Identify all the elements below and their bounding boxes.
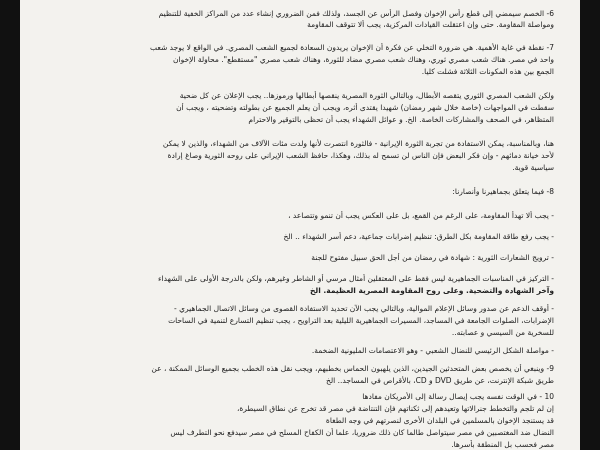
- list-item: للسخرية من السيسي و عصابته..: [451, 328, 554, 337]
- paragraph-line: الجمع بين هذه المكونات الثلاثة فشلت كليا.: [421, 67, 554, 76]
- list-item: - التركيز في المناسبات الجماهيرية ليس فقط على المعتقلين أمثال مرسي أو الشاطر وغيرهم، ولكن بالدرجة الأولى على الشهداء: [158, 274, 554, 283]
- paragraph-line: النضال ضد المغتصبين في مصر سيتواصل طالما كان ذلك ضروريا، علما أن الكفاح المسلح في مصر سيدفع نحو التطرف ليس: [170, 428, 554, 437]
- paragraph-line: لأحد خيانة دمائهم - وإن فكر البعض فإن الناس لن تسمح له بذلك، وهكذا، حافظ الشعب الإيراني على روحه الثورية وصاغ إرادة: [167, 151, 554, 160]
- paragraph-line: سياسية قوية.: [512, 163, 554, 172]
- paragraph-line: 10 - في الوقت نفسه يجب إيصال رسالة إلى الأمريكان مفادها: [362, 392, 554, 401]
- paragraph-line: طريق شبكة الإنترنت، عن طريق DVD و CD، بالأقراص في المساجد.. الخ: [326, 376, 554, 385]
- paragraph-line: 6- الخصم سيمضي إلى قطع رأس الإخوان وفصل الرأس عن الجسد، ولذلك فمن الضروري إنشاء عدد من المراكز الخفية للتنظيم: [158, 9, 554, 18]
- paragraph-line: ولكن الشعب المصري الثوري يتقصه الأبطال، وبالتالي الثورة المصرية ينقصها أبطالها ورموزها.. يجب الإعلان عن كل ضحية: [179, 91, 554, 100]
- paragraph-line: إن لم تلجم والتخطط جنرالاتها وتعيدهم إلى ثكناتهم فإن التنتاضة في مصر قد تخرج عن نطاق السيطرة،: [236, 404, 554, 413]
- scan-border-right: [580, 0, 600, 450]
- paragraph-line: سقطت في المواجهات (خاصة خلال شهر رمضان) شهيدا يقتدى أثره، ويجب أن يعلم الجميع عن بطولته وتضحيته ، ويجب أن: [176, 103, 554, 112]
- list-item: - يجب ألا تهدأ المقاومة، على الرغم من القمع، بل على العكس يجب أن تنمو وتتصاعد ،: [288, 211, 554, 220]
- paragraph-line: المتظاهر، في الصحف والمشاركات الخاصة. الخ. و عوائل الشهداء يجب أن تحظى بالتوقير والاحترام: [248, 115, 554, 124]
- list-item: - يجب رفع طاقة المقاومة بكل الطرق: تنظيم إضرابات جماعية، دعم أسر الشهداء .. الخ: [283, 232, 554, 241]
- paragraph-line: 7- نقطة في غاية الأهمية. هي ضرورة التخلي عن فكرة أن الإخوان يريدون السعادة لجميع الشعب المصري. في الواقع لا يوجد شعب: [150, 43, 554, 52]
- list-item: الإضرابات، الصلوات الجامعة في المساجد، المسيرات الجماهيرية الليلية بعد التراويح ، يجب تنظيم التسارع لتنمية في الساحات: [168, 316, 554, 325]
- list-item: - ترويج الشعارات الثورية : شهادة في رمضان من أجل الحق سبيل مفتوح للجنة: [311, 253, 554, 262]
- paragraph-line: قد يستنجد الإخوان بالمسلمين في البلدان الأخرى لنصرتهم في وجه الطغاة: [325, 416, 554, 425]
- list-item: وآخر الشهادة والتضحية. وعلى روح المقاومة المصرية العظيمة. الخ: [310, 286, 554, 295]
- paragraph-line: واحد في مصر. هناك شعب مصري ثوري، وهناك شعب مصري مضاد للثورة، وهناك شعب مصري "مستقطع". محاولة الإخوان: [172, 55, 554, 64]
- paragraph-line: هنا، وبالمناسبة، يمكن الاستفادة من تجربة الثورة الإيرانية - فالثورة انتصرت لأنها ولدت مئات الآلاف من الشهداء، والذين لا يمكن: [162, 139, 554, 148]
- document-page: [20, 0, 580, 450]
- list-item: - مواصلة الشكل الرئيسي للنضال الشعبي - وهو الاعتصامات المليونية الضخمة.: [311, 346, 554, 355]
- paragraph-line: 9- وينبغي أن يخصص بعض المتحدثين الجيدين، الذين يلهبون الحماس بخطبهم، ويجب نقل هذه الخطب بجميع الوسائل الممكنة ، عن: [151, 364, 554, 373]
- scan-border-left: [0, 0, 20, 450]
- list-item: - أوقف الدعم عن صدور وسائل الإعلام الموالية، وبالتالي يجب الآن تحديد الاستفادة القصوى من وسائل الاتصال الجماهيري -: [174, 304, 554, 313]
- paragraph-line: مصر فحسب بل المنطقة بأسرها.: [451, 440, 554, 449]
- paragraph-line: ومواصلة المقاومة. حتى وإن اعتقلت القيادات المركزية، يجب ألا تتوقف المقاومة: [307, 20, 554, 29]
- section-heading: 8- فيما يتعلق بجماهيرنا وأنصارنا:: [452, 187, 554, 196]
